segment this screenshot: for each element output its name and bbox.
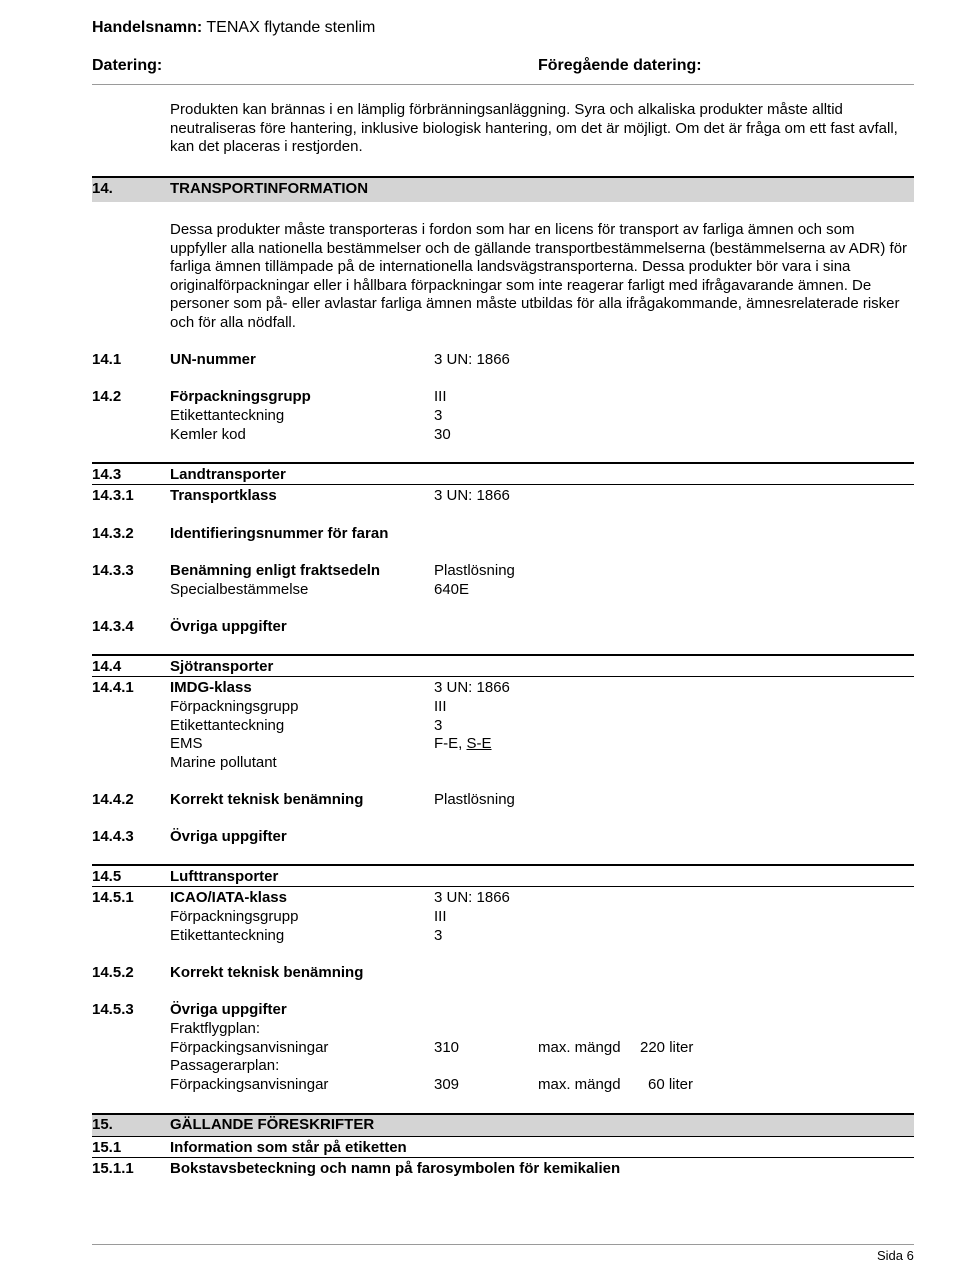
ems-label: EMS	[170, 735, 203, 752]
air-transport-title: Lufttransporter	[170, 868, 279, 885]
s15-1-1-number: 15.1.1	[92, 1160, 134, 1177]
marine-pollutant-label: Marine pollutant	[170, 754, 277, 771]
special-provision-label: Specialbestämmelse	[170, 581, 309, 598]
air-label-note-value: 3	[434, 927, 443, 944]
sea-transport-title: Sjötransporter	[170, 658, 274, 675]
s14-3-2-number: 14.3.2	[92, 525, 134, 542]
label-info-title: Information som står på etiketten	[170, 1139, 407, 1156]
s14-3-number: 14.3	[92, 466, 122, 483]
trade-name	[92, 19, 375, 37]
packing-group-value: III	[434, 388, 447, 405]
cargo-max-qty-value: 220 liter	[640, 1039, 694, 1056]
s14-3-rule	[92, 462, 914, 464]
s14-4-3-number: 14.4.3	[92, 828, 134, 845]
sea-label-note-value: 3	[434, 717, 443, 734]
land-transport-title: Landtransporter	[170, 466, 286, 483]
s14-5-2-number: 14.5.2	[92, 964, 134, 981]
ems-value-fe: F-E,	[434, 735, 463, 752]
special-provision-value: 640E	[434, 581, 470, 598]
sea-label-note-label: Etikettanteckning	[170, 717, 285, 734]
passenger-instructions-value: 309	[434, 1076, 460, 1093]
cargo-aircraft-label: Fraktflygplan:	[170, 1020, 261, 1037]
s14-4-1-number: 14.4.1	[92, 679, 134, 696]
s14-5-3-number: 14.5.3	[92, 1001, 134, 1018]
freight-name-value: Plastlösning	[434, 562, 515, 579]
sea-packing-group-label: Förpackningsgrupp	[170, 698, 299, 715]
disposal-paragraph: Produkten kan brännas i en lämplig förbränningsanläggning. Syra och alkaliska produkter måste alltid neutraliseras före hantering, inklusive biologisk hantering, om det är möjligt. Om det är fråga om ett fast avfall, kan det placeras i restjorden.	[170, 101, 898, 155]
transport-paragraph: Dessa produkter måste transporteras i fordon som har en licens för transport av farliga ämnen och som uppfyller alla nationella bestämmelser och de gällande transportbestämmelserna (bestämmelserna av ADR) för farliga ämnen tillämpade på de internationella landsvägstransporterna. Dessa produkter bör vara i sina originalförpackningar eller i hållbara förpackningar som inte reagerar farligt med ifrågavarande ämnen. De personer som på- eller avlastar farliga ämnen måste utbildas för alla ifrågakommande, ämnesrelaterade risker och för alla nödfall.	[170, 221, 908, 331]
date-label: Datering:	[92, 57, 163, 74]
hazard-id-label: Identifieringsnummer för faran	[170, 525, 389, 542]
footer-divider	[92, 1244, 914, 1245]
cargo-instructions-label: Förpackingsanvisningar	[170, 1039, 329, 1056]
cargo-max-qty-label: max. mängd	[538, 1039, 621, 1056]
air-packing-group-value: III	[434, 908, 447, 925]
un-number-value: 3 UN: 1866	[434, 351, 510, 368]
icao-class-value: 3 UN: 1866	[434, 889, 510, 906]
passenger-max-qty-value: 60 liter	[648, 1076, 694, 1093]
s14-1-number: 14.1	[92, 351, 122, 368]
s14-5-rule	[92, 864, 914, 866]
section-14-number: 14.	[92, 180, 113, 197]
s14-3-underline	[92, 484, 914, 485]
label-note-value: 3	[434, 407, 443, 424]
freight-name-label: Benämning enligt fraktsedeln	[170, 562, 381, 579]
transport-class-value: 3 UN: 1866	[434, 487, 510, 504]
air-other-info-label: Övriga uppgifter	[170, 1001, 287, 1018]
s14-5-number: 14.5	[92, 868, 122, 885]
s14-5-underline	[92, 886, 914, 887]
icao-class-label: ICAO/IATA-klass	[170, 889, 287, 906]
sea-other-info-label: Övriga uppgifter	[170, 828, 287, 845]
un-number-label: UN-nummer	[170, 351, 256, 368]
previous-date-label: Föregående datering:	[538, 57, 702, 74]
s14-3-1-number: 14.3.1	[92, 487, 134, 504]
land-other-info-label: Övriga uppgifter	[170, 618, 287, 635]
s14-4-2-number: 14.4.2	[92, 791, 134, 808]
passenger-instructions-label: Förpackingsanvisningar	[170, 1076, 329, 1093]
s14-4-rule	[92, 654, 914, 656]
air-packing-group-label: Förpackningsgrupp	[170, 908, 299, 925]
kemler-code-value: 30	[434, 426, 451, 443]
s14-4-number: 14.4	[92, 658, 122, 675]
sea-technical-name-value: Plastlösning	[434, 791, 515, 808]
s15-1-number: 15.1	[92, 1139, 122, 1156]
sea-packing-group-value: III	[434, 698, 447, 715]
cargo-instructions-value: 310	[434, 1039, 460, 1056]
s14-3-3-number: 14.3.3	[92, 562, 134, 579]
page-number: Sida 6	[877, 1248, 914, 1263]
section-14-title: TRANSPORTINFORMATION	[170, 180, 369, 197]
s14-5-1-number: 14.5.1	[92, 889, 134, 906]
transport-class-label: Transportklass	[170, 487, 277, 504]
s14-2-number: 14.2	[92, 388, 122, 405]
s15-1-underline	[92, 1157, 914, 1158]
sea-technical-name-label: Korrekt teknisk benämning	[170, 791, 364, 808]
air-label-note-label: Etikettanteckning	[170, 927, 285, 944]
section-15-number: 15.	[92, 1116, 113, 1133]
imdg-class-label: IMDG-klass	[170, 679, 252, 696]
ems-value-se: S-E	[466, 735, 492, 752]
packing-group-label: Förpackningsgrupp	[170, 388, 311, 405]
passenger-aircraft-label: Passagerarplan:	[170, 1057, 280, 1074]
hazard-symbol-title: Bokstavsbeteckning och namn på farosymbolen för kemikalien	[170, 1160, 621, 1177]
label-note-label: Etikettanteckning	[170, 407, 285, 424]
kemler-code-label: Kemler kod	[170, 426, 246, 443]
passenger-max-qty-label: max. mängd	[538, 1076, 621, 1093]
s14-3-4-number: 14.3.4	[92, 618, 134, 635]
trade-name-label: Handelsnamn:	[92, 19, 203, 36]
ems-value	[434, 735, 492, 752]
trade-name-value: TENAX flytande stenlim	[206, 19, 376, 36]
imdg-class-value: 3 UN: 1866	[434, 679, 510, 696]
air-technical-name-label: Korrekt teknisk benämning	[170, 964, 364, 981]
header-divider	[92, 84, 914, 85]
s14-4-underline	[92, 676, 914, 677]
s15-underline	[92, 1136, 914, 1137]
section-15-title: GÄLLANDE FÖRESKRIFTER	[170, 1116, 375, 1133]
